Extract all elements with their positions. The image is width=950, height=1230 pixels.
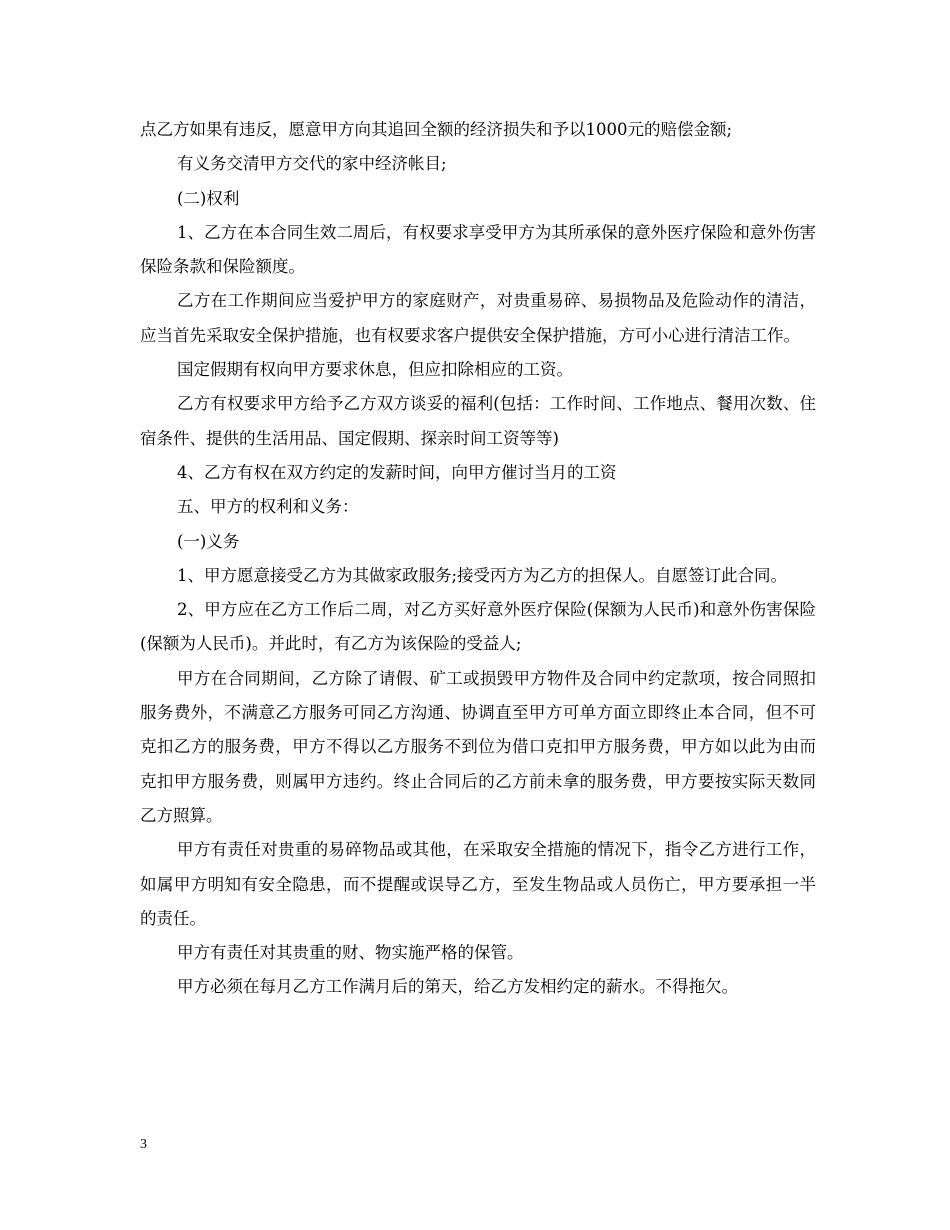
document-body xyxy=(140,113,816,1005)
paragraph: 乙方有权要求甲方给予乙方双方谈妥的福利(包括：工作时间、工作地点、餐用次数、住宿条件、提供的生活用品、国定假期、探亲时间工资等等) xyxy=(140,394,816,448)
paragraph: 有义务交清甲方交代的家中经济帐目; xyxy=(177,154,447,174)
paragraph: 点乙方如果有违反，愿意甲方向其追回全额的经济损失和予以1000元的赔偿金额; xyxy=(140,120,733,139)
paragraph: 乙方在工作期间应当爱护甲方的家庭财产，对贵重易碎、易损物品及危险动作的清洁，应当首先采取安全保护措施，也有权要求客户提供安全保护措施，方可小心进行清洁工作。 xyxy=(140,291,816,345)
paragraph: 甲方有责任对其贵重的财、物实施严格的保管。 xyxy=(177,943,524,963)
paragraph: 甲方有责任对贵重的易碎物品或其他，在采取安全措施的情况下，指令乙方进行工作，如属甲方明知有安全隐患，而不提醒或误导乙方，至发生物品或人员伤亡，甲方要承担一半的责任。 xyxy=(140,840,816,928)
section-heading: 五、甲方的权利和义务： xyxy=(177,497,359,517)
section-heading: (一)义务 xyxy=(177,531,240,551)
paragraph: 国定假期有权向甲方要求休息，但应扣除相应的工资。 xyxy=(177,360,573,380)
paragraph: 甲方在合同期间，乙方除了请假、矿工或损毁甲方物件及合同中约定款项，按合同照扣服务费外，不满意乙方服务可同乙方沟通、协调直至甲方可单方面立即终止本合同，但不可克扣乙方的服务费，甲方不得以乙方服务不到位为借口克扣甲方服务费，甲方如以此为由而克扣甲方服务费，则属甲方违约。终止合同后的乙方前未拿的服务费，甲方要按实际天数同乙方照算。 xyxy=(140,668,816,825)
paragraph: 4、乙方有权在双方约定的发薪时间，向甲方催讨当月的工资 xyxy=(177,462,617,482)
paragraph: 1、乙方在本合同生效二周后，有权要求享受甲方为其所承保的意外医疗保险和意外伤害保险条款和保险额度。 xyxy=(140,222,816,277)
page-number: 3 xyxy=(140,1137,147,1152)
section-heading: (二)权利 xyxy=(177,188,240,208)
paragraph: 2、甲方应在乙方工作后二周，对乙方买好意外医疗保险(保额为人民币)和意外伤害保险(保额为人民币)。并此时，有乙方为该保险的受益人; xyxy=(140,600,816,654)
paragraph: 甲方必须在每月乙方工作满月后的第天，给乙方发相约定的薪水。不得拖欠。 xyxy=(177,977,738,997)
paragraph: 1、甲方愿意接受乙方为其做家政服务;接受丙方为乙方的担保人。自愿签订此合同。 xyxy=(177,565,788,585)
